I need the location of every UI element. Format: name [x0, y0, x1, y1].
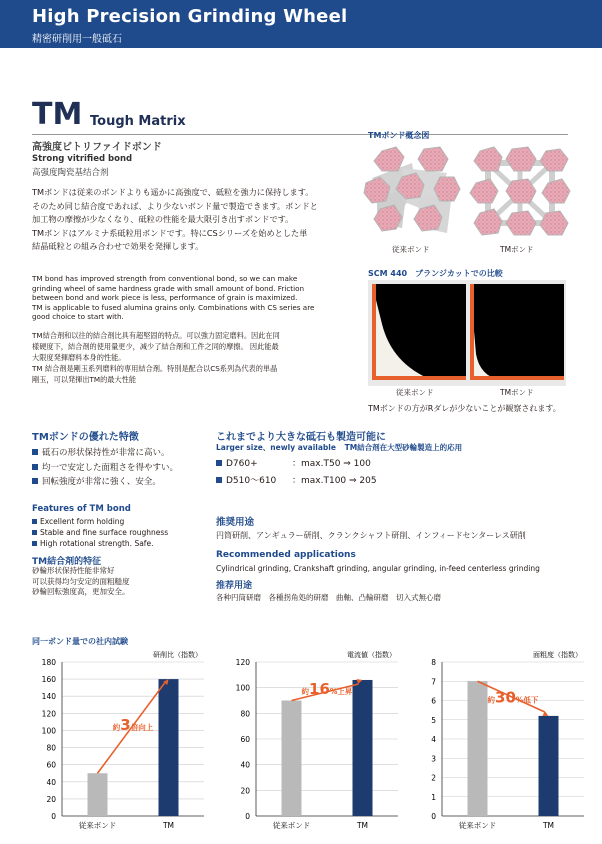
y-tick-label: 60 [240, 735, 250, 744]
y-tick-label: 100 [235, 683, 250, 693]
y-tick-label: 7 [431, 677, 436, 687]
x-tick-label: 従来ボンド [458, 821, 497, 830]
bar [282, 701, 302, 817]
table-row [216, 473, 377, 490]
tm-bond-structure [470, 147, 570, 235]
page-title: High Precision Grinding Wheel [32, 6, 348, 27]
conventional-bond-structure [364, 147, 460, 233]
bullet-square-icon [32, 449, 38, 455]
cn-desc-line: 樣硬度下，結合剤的使用量更少，减少了結合剤和工件之同的摩擦。 因此能最 [32, 342, 279, 351]
size-value: D760+ [226, 459, 258, 469]
en-desc-line: between bond and work piece is less, performance of grain is maximized. [32, 293, 298, 303]
jp-desc-line: 加工物の摩擦が少なくなり、砥粒の性能を最大限引き出すボンドです。 [32, 214, 294, 224]
y-tick-label: 2 [431, 773, 436, 783]
change-annotation: 約30%低下 [487, 688, 539, 707]
y-tick-label: 60 [46, 760, 56, 770]
larger-size-subtitle [216, 442, 462, 453]
en-description [32, 274, 314, 322]
bar [353, 680, 373, 816]
list-item [32, 538, 168, 549]
en-bond-type: Strong vitrified bond [32, 154, 133, 164]
features-en-list [32, 516, 168, 549]
y-tick-label: 120 [41, 709, 56, 719]
table-row [216, 456, 377, 473]
feature-text: High rotational strength. Safe. [40, 539, 154, 548]
page-subtitle: 精密研削用一般砥石 [32, 34, 122, 45]
concept-label-conventional: 従来ボンド [392, 245, 430, 254]
x-tick-label: TM [356, 821, 369, 830]
jp-desc-line: そのため同じ結合度であれば、より少ないボンド量で製造できます。ボンドと [32, 200, 318, 211]
plunge-cut-title: SCM 440 ブランジカットでの比較 [368, 269, 503, 278]
advantages-title: TMボンドの優れた特徴 [32, 432, 139, 443]
bullet-square-icon [32, 478, 38, 484]
y-tick-label: 80 [240, 709, 250, 719]
y-tick-label: 6 [431, 696, 436, 706]
cn-desc-line: 剛玉，可以発揮出TM的最大性能 [32, 375, 137, 384]
y-tick-label: 5 [431, 715, 436, 725]
feature-text: Stable and fine surface roughness [40, 528, 169, 537]
list-item [32, 461, 178, 476]
y-tick-label: 40 [240, 760, 250, 770]
bullet-square-icon [216, 477, 222, 483]
spec-value: ：max.T50 ⇒ 100 [292, 459, 371, 469]
en-desc-line: TM bond has improved strength from conventional bond, so we can make [32, 274, 298, 283]
list-item [32, 446, 178, 461]
bar [159, 679, 179, 816]
x-tick-label: 従来ボンド [272, 821, 311, 830]
cn-description [32, 330, 280, 385]
y-tick-label: 0 [245, 812, 250, 821]
feature-text: Excellent form holding [40, 517, 125, 526]
applications-jp-text: 円筒研削、アンギュラー研削、クランクシャフト研削、インフィードセンターレス研削 [216, 531, 526, 540]
size-value: D510～610 [226, 476, 277, 486]
spec-value: ：max.T100 ⇒ 205 [292, 476, 377, 486]
jp-desc-line: TMボンドはアルミナ系砥粒用ボンドです。特にCSシリーズを始めとした単 [32, 227, 308, 238]
x-tick-label: TM [162, 821, 175, 830]
en-desc-line: TM is applicable to fused alumina grains only. Combinations with CS series are [32, 302, 315, 312]
bullet-square-icon [32, 464, 38, 470]
bullet-square-icon [32, 519, 37, 524]
size-table [216, 456, 377, 490]
product-code: TM [32, 97, 83, 132]
advantage-text: 均一で安定した面粗さを得やすい。 [42, 462, 179, 473]
y-axis-label: 面粗度（指数） [533, 651, 582, 659]
y-tick-label: 0 [51, 812, 56, 821]
change-annotation: 約3倍向上 [112, 716, 154, 735]
y-tick-label: 80 [46, 743, 56, 753]
cn-desc-line: TM結合剤和以往的結合剤比具有超堅固的特点。可以強力固定磨料。因此在同 [32, 331, 280, 340]
title-divider [32, 134, 568, 135]
y-axis-label: 電流値（指数） [347, 651, 396, 659]
list-item [32, 527, 168, 538]
y-tick-label: 4 [431, 735, 436, 744]
y-tick-label: 0 [431, 812, 436, 821]
jp-description [32, 186, 362, 254]
larger-size-subtitle-cn: TM結合剤在大型砂輪製造上的応用 [344, 443, 463, 452]
plunge-label-tm: TMボンド [500, 388, 534, 397]
bar [468, 681, 488, 816]
y-tick-label: 140 [41, 692, 56, 702]
larger-size-title: これまでより大きな砥石も製造可能に [216, 432, 386, 443]
grinding-ratio-chart [28, 648, 212, 838]
list-item [32, 475, 178, 490]
y-tick-label: 180 [41, 658, 56, 667]
feature-cn-text: 砂輪回転強度高，更加安全。 [32, 587, 130, 596]
features-cn-list [32, 566, 130, 598]
y-tick-label: 40 [46, 777, 56, 787]
bullet-square-icon [32, 541, 37, 546]
advantages-list [32, 446, 178, 490]
y-axis-label: 研削比（指数） [153, 651, 202, 659]
features-cn-title: TM結合剤的特征 [32, 557, 102, 567]
cn-desc-line: TM 結合剤是剛玉系列磨料的専用結合剤。特別是配合以CS系列為代表的単晶 [32, 364, 278, 373]
jp-desc-line: TMボンドは従来のボンドよりも遥かに高強度で、砥粒を強力に保持します。 [32, 187, 314, 197]
applications-en-text: Cylindrical grinding, Crankshaft grinding, angular grinding, in-feed centerless grinding [216, 564, 540, 573]
list-item [32, 516, 168, 527]
cn-desc-line: 大限度発揮磨料本身的性能。 [32, 353, 126, 362]
plunge-cut-photo-conventional [372, 284, 466, 380]
y-tick-label: 20 [46, 794, 56, 804]
x-tick-label: TM [542, 821, 555, 830]
en-desc-line: grinding wheel of same hardness grade with small amount of bond. Friction [32, 283, 305, 293]
applications-cn-title: 推荐用途 [216, 581, 253, 591]
y-tick-label: 160 [41, 675, 56, 685]
y-tick-label: 120 [235, 658, 250, 667]
x-tick-label: 従来ボンド [78, 821, 117, 830]
applications-cn-text: 各种円筒研磨 各種拐角処的研磨 曲軸、凸輪研磨 切入式無心磨 [216, 593, 441, 602]
concept-label-tm: TMボンド [500, 245, 534, 254]
larger-size-subtitle-en: Larger size、newly available [216, 443, 336, 452]
bullet-square-icon [32, 530, 37, 535]
change-annotation: 約16%上昇 [301, 680, 353, 699]
product-name: Tough Matrix [90, 114, 186, 129]
feature-cn-text: 砂輪形状保持性能非常好 [32, 566, 115, 575]
concept-diagram-title: TMボンド概念図 [368, 131, 430, 140]
surface-roughness-chart [408, 648, 592, 838]
bullet-square-icon [216, 460, 222, 466]
plunge-caption: TMボンドの方がRダレが少ないことが観察されます。 [368, 404, 561, 413]
applications-en-title: Recommended applications [216, 550, 356, 560]
plunge-label-conventional: 従来ボンド [396, 388, 434, 397]
jp-bond-type: 高強度ビトリファイドボンド [32, 142, 162, 153]
chart-section-title: 同一ボンド量での社内試験 [32, 637, 128, 646]
advantage-text: 回転強度が非常に強く、安全。 [42, 477, 161, 487]
features-en-title: Features of TM bond [32, 504, 131, 514]
y-tick-label: 3 [431, 754, 436, 764]
cn-bond-type: 高强度陶瓷基结合剂 [32, 168, 109, 178]
plunge-cut-photo-tm [470, 284, 564, 380]
advantage-text: 砥石の形状保持性が非常に高い。 [42, 448, 170, 458]
current-value-chart [222, 648, 406, 838]
jp-desc-line: 結晶砥粒との組み合わせで効果を発揮します。 [32, 241, 204, 251]
y-tick-label: 100 [41, 726, 56, 736]
applications-jp-title: 推奨用途 [216, 517, 255, 528]
y-tick-label: 8 [431, 658, 436, 667]
bar [88, 773, 108, 816]
feature-cn-text: 可以获得均匀安定的面粗糙度 [32, 576, 130, 586]
bond-concept-diagram [362, 143, 572, 243]
y-tick-label: 20 [240, 786, 250, 796]
y-tick-label: 1 [431, 792, 436, 802]
bar [539, 716, 559, 816]
en-desc-line: good choice to start with. [32, 312, 124, 322]
